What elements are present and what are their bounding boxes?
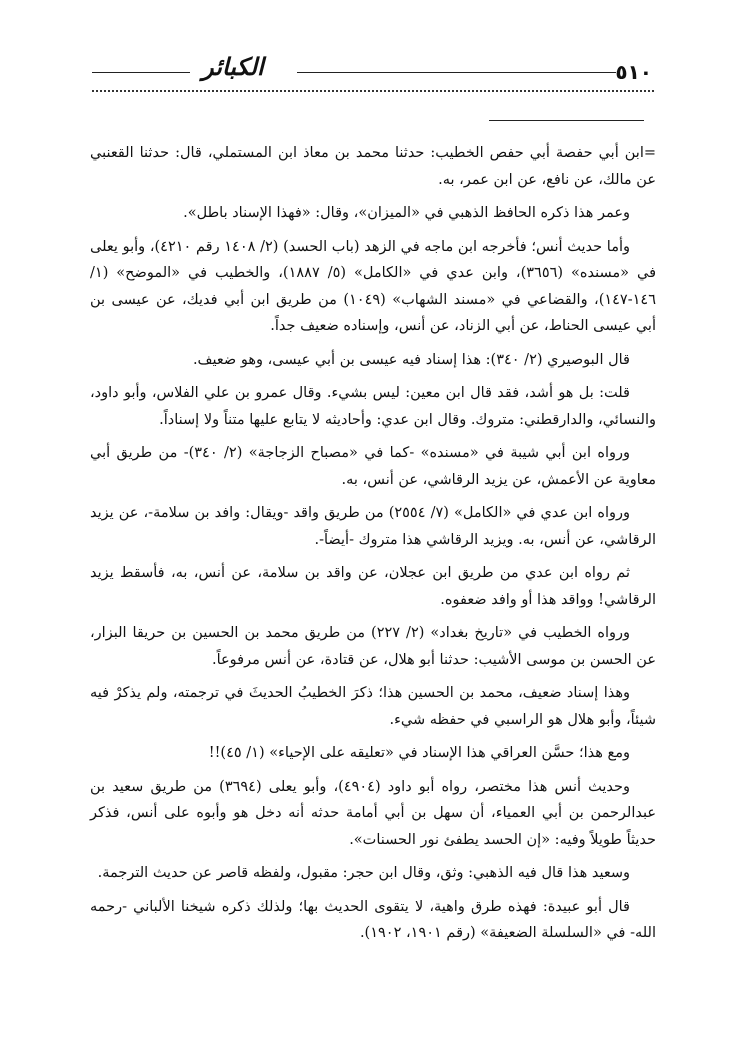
- page-header: [92, 52, 652, 88]
- footnote-separator: [489, 120, 644, 121]
- paragraph: ورواه ابن أبي شيبة في «مسنده» -كما في «مصباح الزجاجة» (٢/ ٣٤٠)- من طريق أبي معاوية عن الأعمش، عن يزيد الرقاشي، عن أنس، به.: [90, 445, 656, 488]
- paragraph: وعمر هذا ذكره الحافظ الذهبي في «الميزان»، وقال: «فهذا الإسناد باطل».: [183, 205, 630, 221]
- page-number: ٥١٠: [615, 60, 652, 84]
- paragraph: ثم رواه ابن عدي من طريق ابن عجلان، عن واقد بن سلامة، عن أنس، به، فأسقط يزيد الرقاشي! وواقد هذا أو وافد ضعفوه.: [90, 565, 656, 608]
- book-title: الكبائر: [202, 52, 264, 81]
- paragraph: وحديث أنس هذا مختصر، رواه أبو داود (٤٩٠٤)، وأبو يعلى (٣٦٩٤) من طريق سعيد بن عبدالرحمن بن أبي العمياء، أن سهل بن أبي أمامة حدثه أنه دخل هو وأبوه على أنس، فذكر حديثاً طويلاً وفيه: «إن الحسد يطفئ نور الحسنات».: [90, 778, 656, 848]
- paragraph: ورواه ابن عدي في «الكامل» (٧/ ٢٥٥٤) من طريق واقد -ويقال: وافد بن سلامة-، عن يزيد الرقاشي، عن أنس، به. ويزيد الرقاشي هذا متروك -أيضاً-.: [90, 505, 656, 548]
- paragraph: وأما حديث أنس؛ فأخرجه ابن ماجه في الزهد (باب الحسد) (٢/ ١٤٠٨ رقم ٤٢١٠)، وأبو يعلى في «مسنده» (٣٦٥٦)، وابن عدي في «الكامل» (٥/ ١٨٨٧)، والخطيب في «الموضح» (١/ ١٤٦-١٤٧)، والقضاعي في «مسند الشهاب» (١٠٤٩) من طريق ابن أبي فديك، عن عيسى بن أبي عيسى الحناط، عن أبي الزناد، عن أنس، وإسناده ضعيف جداً.: [90, 238, 657, 334]
- paragraph: وهذا إسناد ضعيف، محمد بن الحسين هذا؛ ذكرَ الخطيبُ الحديثَ في ترجمته، ولم يذكرْ فيه شيئاً، وأبو هلال هو الراسبي في حفظه شيء.: [90, 685, 656, 728]
- header-rule-left: [92, 72, 190, 73]
- paragraph: قال البوصيري (٢/ ٣٤٠): هذا إسناد فيه عيسى بن أبي عيسى، وهو ضعيف.: [192, 351, 630, 368]
- paragraph: قلت: بل هو أشد، فقد قال ابن معين: ليس بشيء. وقال عمرو بن علي الفلاس، وأبو داود، والنسائي، والدارقطني: متروك. وقال ابن عدي: وأحاديثه لا يتابع عليها متناً ولا إسناداً.: [90, 385, 656, 428]
- paragraph: ومع هذا؛ حسَّن العراقي هذا الإسناد في «تعليقه على الإحياء» (١/ ٤٥)!!: [208, 745, 630, 761]
- paragraph: ورواه الخطيب في «تاريخ بغداد» (٢/ ٢٢٧) من طريق محمد بن الحسين بن حريقا البزار، عن الحسن بن موسى الأشيب: حدثنا أبو هلال، عن قتادة، عن أنس مرفوعاً.: [90, 625, 656, 668]
- footnote-body: [90, 140, 656, 954]
- paragraph: وسعيد هذا قال فيه الذهبي: وثق، وقال ابن حجر: مقبول، ولفظه قاصر عن حديث الترجمة.: [97, 865, 630, 881]
- header-rule-right: [297, 72, 616, 73]
- dotted-separator: [92, 90, 654, 92]
- paragraph: قال أبو عبيدة: فهذه طرق واهية، لا يتقوى الحديث بها؛ ولذلك ذكره شيخنا الألباني -رحمه الله- في «السلسلة الضعيفة» (رقم ١٩٠١، ١٩٠٢).: [90, 898, 656, 941]
- paragraph: =ابن أبي حفصة أبي حفص الخطيب: حدثنا محمد بن معاذ ابن المستملي، قال: حدثنا القعنبي عن مالك، عن نافع، عن ابن عمر، به.: [90, 145, 656, 188]
